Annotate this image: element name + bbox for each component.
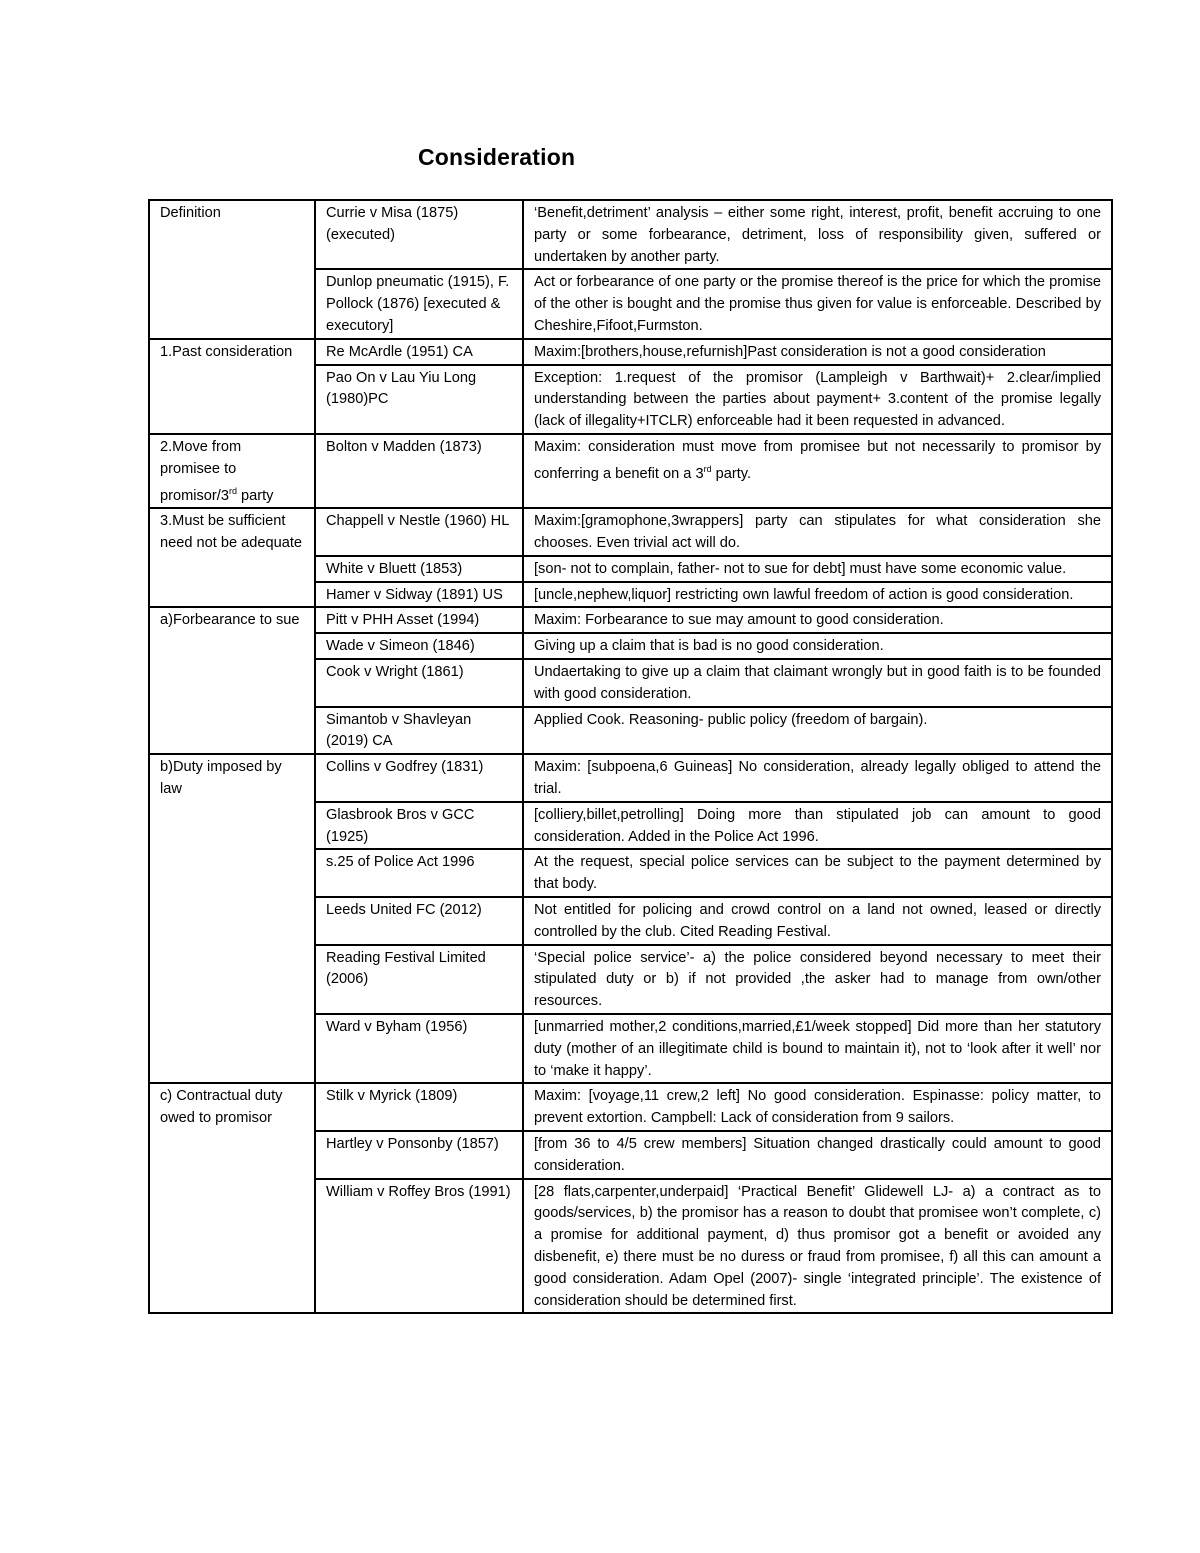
- table-row: [149, 754, 1112, 802]
- case-cell: Leeds United FC (2012): [315, 897, 523, 945]
- note-cell: Maxim:[brothers,house,refurnish]Past consideration is not a good consideration: [523, 339, 1112, 365]
- note-cell: Maxim: [voyage,11 crew,2 left] No good consideration. Espinasse: policy matter, to prevent extortion. Campbell: Lack of consideration from 9 sailors.: [523, 1083, 1112, 1131]
- case-cell: Hamer v Sidway (1891) US: [315, 582, 523, 608]
- case-cell: Stilk v Myrick (1809): [315, 1083, 523, 1131]
- note-cell: [unmarried mother,2 conditions,married,£1/week stopped] Did more than her statutory duty (mother of an illegitimate child is bound to maintain it), not to ‘look after it well’ nor to ‘make it happy’.: [523, 1014, 1112, 1083]
- case-cell: Ward v Byham (1956): [315, 1014, 523, 1083]
- case-cell: Dunlop pneumatic (1915), F. Pollock (1876) [executed & executory]: [315, 269, 523, 338]
- note-cell: [uncle,nephew,liquor] restricting own lawful freedom of action is good consideration.: [523, 582, 1112, 608]
- topic-cell: a)Forbearance to sue: [149, 607, 315, 754]
- note-cell: Giving up a claim that is bad is no good consideration.: [523, 633, 1112, 659]
- note-cell: [28 flats,carpenter,underpaid] ‘Practical Benefit’ Glidewell LJ- a) a contract as to goods/services, b) the promisor has a reason to doubt that promisee won’t complete, c) a promise for additional payment, d) thus promisor got a benefit or avoided any disbenefit, e) there must be no duress or fraud from promisee, f) all this can amount a good consideration. Adam Opel (2007)- single ‘integrated principle’. The existence of consideration should be determined first.: [523, 1179, 1112, 1314]
- note-cell: ‘Special police service’- a) the police considered beyond necessary to meet their stipulated duty or b) if not provided ,the asker had to manage from own/other resources.: [523, 945, 1112, 1014]
- page-title: Consideration: [418, 144, 576, 170]
- note-cell: Maxim: Forbearance to sue may amount to good consideration.: [523, 607, 1112, 633]
- note-cell: Exception: 1.request of the promisor (Lampleigh v Barthwait)+ 2.clear/implied understanding between the parties about payment+ 3.content of the promise legally (lack of illegality+ITCLR) enforceable had it been requested in advanced.: [523, 365, 1112, 434]
- case-cell: s.25 of Police Act 1996: [315, 849, 523, 897]
- case-cell: White v Bluett (1853): [315, 556, 523, 582]
- note-cell: Maxim: consideration must move from promisee but not necessarily to promisor by conferring a benefit on a 3rd party.: [523, 434, 1112, 508]
- case-cell: Bolton v Madden (1873): [315, 434, 523, 508]
- case-cell: Chappell v Nestle (1960) HL: [315, 508, 523, 556]
- case-cell: Reading Festival Limited (2006): [315, 945, 523, 1014]
- table-row: [149, 1083, 1112, 1131]
- note-cell: [colliery,billet,petrolling] Doing more than stipulated job can amount to good consideration. Added in the Police Act 1996.: [523, 802, 1112, 850]
- topic-cell: b)Duty imposed by law: [149, 754, 315, 1083]
- topic-cell: 1.Past consideration: [149, 339, 315, 434]
- note-cell: Maxim:[gramophone,3wrappers] party can stipulates for what consideration she chooses. Even trivial act will do.: [523, 508, 1112, 556]
- case-cell: Wade v Simeon (1846): [315, 633, 523, 659]
- table-row: [149, 200, 1112, 269]
- table-row: [149, 339, 1112, 365]
- note-cell: ‘Benefit,detriment’ analysis – either some right, interest, profit, benefit accruing to one party or some forbearance, detriment, loss of responsibility given, suffered or undertaken by another party.: [523, 200, 1112, 269]
- note-cell: [son- not to complain, father- not to sue for debt] must have some economic value.: [523, 556, 1112, 582]
- note-cell: At the request, special police services can be subject to the payment determined by that body.: [523, 849, 1112, 897]
- topic-cell: 2.Move from promisee to promisor/3rd party: [149, 434, 315, 508]
- case-cell: Hartley v Ponsonby (1857): [315, 1131, 523, 1179]
- note-cell: [from 36 to 4/5 crew members] Situation changed drastically could amount to good consideration.: [523, 1131, 1112, 1179]
- table-row: [149, 607, 1112, 633]
- topic-cell: 3.Must be sufficient need not be adequate: [149, 508, 315, 607]
- table-body: [149, 200, 1112, 1313]
- case-cell: Cook v Wright (1861): [315, 659, 523, 707]
- case-cell: Re McArdle (1951) CA: [315, 339, 523, 365]
- table-row: [149, 434, 1112, 508]
- note-cell: Act or forbearance of one party or the promise thereof is the price for which the promise of the other is bought and the promise thus given for value is enforceable. Described by Cheshire,Fifoot,Furmston.: [523, 269, 1112, 338]
- note-cell: Applied Cook. Reasoning- public policy (freedom of bargain).: [523, 707, 1112, 755]
- note-cell: Maxim: [subpoena,6 Guineas] No consideration, already legally obliged to attend the trial.: [523, 754, 1112, 802]
- case-cell: Pao On v Lau Yiu Long (1980)PC: [315, 365, 523, 434]
- table-row: [149, 508, 1112, 556]
- topic-cell: Definition: [149, 200, 315, 339]
- case-cell: Currie v Misa (1875) (executed): [315, 200, 523, 269]
- case-cell: Pitt v PHH Asset (1994): [315, 607, 523, 633]
- topic-cell: c) Contractual duty owed to promisor: [149, 1083, 315, 1313]
- note-cell: Not entitled for policing and crowd control on a land not owned, leased or directly controlled by the club. Cited Reading Festival.: [523, 897, 1112, 945]
- case-cell: Collins v Godfrey (1831): [315, 754, 523, 802]
- consideration-table: [148, 199, 1113, 1314]
- case-cell: William v Roffey Bros (1991): [315, 1179, 523, 1314]
- note-cell: Undaertaking to give up a claim that claimant wrongly but in good faith is to be founded with good consideration.: [523, 659, 1112, 707]
- case-cell: Glasbrook Bros v GCC (1925): [315, 802, 523, 850]
- case-cell: Simantob v Shavleyan (2019) CA: [315, 707, 523, 755]
